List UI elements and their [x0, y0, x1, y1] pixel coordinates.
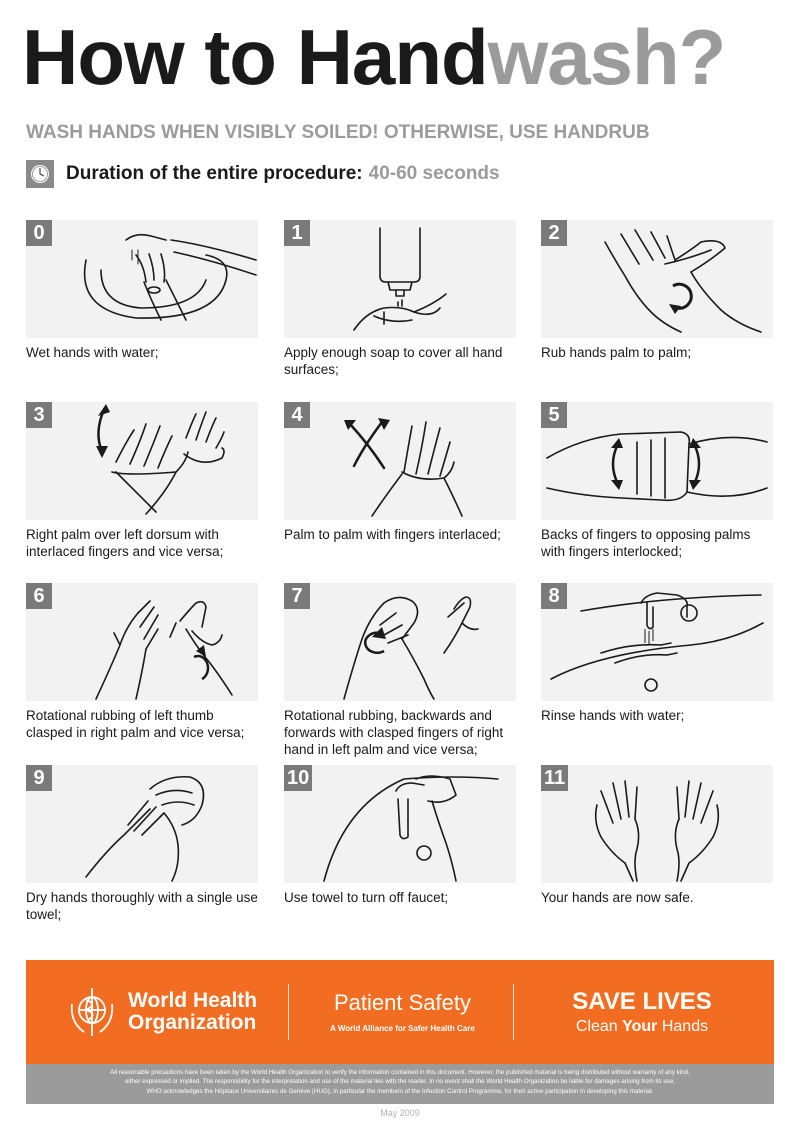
duration-row — [26, 160, 500, 188]
clock-icon — [26, 160, 54, 188]
step-description: Backs of fingers to opposing palms with fingers interlocked; — [541, 527, 751, 559]
step-number: 8 — [541, 583, 567, 609]
step-2-panel — [541, 220, 773, 338]
step-7-panel — [284, 583, 516, 701]
step-1-panel — [284, 220, 516, 338]
wet-hands-illustration — [26, 220, 258, 338]
step-8-panel — [541, 583, 773, 701]
step-3 — [26, 402, 258, 560]
clean-prefix: Clean — [575, 1018, 623, 1035]
step-3-panel — [26, 402, 258, 520]
save-lives-title: SAVE LIVES — [572, 988, 712, 1015]
step-description: Wet hands with water; — [26, 345, 159, 360]
patient-safety-logo — [320, 990, 485, 1033]
fingertip-rubbing-illustration — [284, 583, 516, 701]
step-description: Rotational rubbing, backwards and forwards with clasped fingers of right hand in left palm and vice versa; — [284, 708, 504, 757]
disclaimer — [26, 1064, 774, 1104]
thumb-rubbing-illustration — [26, 583, 258, 701]
clean-your: Your — [622, 1018, 658, 1035]
step-6-panel — [26, 583, 258, 701]
step-number: 0 — [26, 220, 52, 246]
disclaimer-line: either expressed or implied. The responsibility for the interpretation and use of the material lies with the reader. In no event shall the World Health Organization be liable for damages arising from its use. — [124, 1077, 676, 1085]
disclaimer-line: All reasonable precautions have been taken by the World Health Organization to verify the information contained in this document. However, the published material is being distributed without warranty of any kind, — [110, 1069, 690, 1076]
step-7 — [284, 583, 516, 758]
step-description: Dry hands thoroughly with a single use towel; — [26, 890, 258, 922]
fingers-interlaced-illustration — [284, 402, 516, 520]
step-4 — [284, 402, 516, 543]
who-logo — [64, 984, 257, 1040]
subtitle: WASH HANDS WHEN VISIBLY SOILED! OTHERWISE, USE HANDRUB — [26, 122, 650, 143]
step-11 — [541, 765, 773, 906]
step-number: 1 — [284, 220, 310, 246]
step-number: 3 — [26, 402, 52, 428]
step-description: Use towel to turn off faucet; — [284, 890, 449, 905]
patient-safety-title: Patient Safety — [334, 990, 471, 1015]
step-8 — [541, 583, 773, 724]
step-description: Rub hands palm to palm; — [541, 345, 692, 360]
step-description: Apply enough soap to cover all hand surfaces; — [284, 345, 503, 377]
step-number: 5 — [541, 402, 567, 428]
step-number: 10 — [284, 765, 312, 791]
step-description: Rinse hands with water; — [541, 708, 685, 723]
who-emblem-icon — [64, 984, 120, 1040]
title-dark-part: How to Hand — [22, 13, 488, 101]
step-4-panel — [284, 402, 516, 520]
duration-value: 40-60 seconds — [368, 163, 500, 184]
step-6 — [26, 583, 258, 741]
step-description: Your hands are now safe. — [541, 890, 694, 905]
disclaimer-line: WHO acknowledges the Hôpitaux Universitaires de Genève (HUG), in particular the members of the Infection Control Programme, for their active participation in developing this material. — [146, 1088, 654, 1095]
dry-hands-illustration — [26, 765, 258, 883]
who-name-line1: World Health — [128, 989, 258, 1012]
step-0-panel — [26, 220, 258, 338]
palm-over-dorsum-illustration — [26, 402, 258, 520]
step-number: 9 — [26, 765, 52, 791]
step-description: Right palm over left dorsum with interlaced fingers and vice versa; — [26, 527, 224, 559]
publication-date: May 2009 — [380, 1108, 420, 1118]
turn-off-faucet-illustration — [284, 765, 516, 883]
step-number: 7 — [284, 583, 310, 609]
step-description: Rotational rubbing of left thumb clasped in right palm and vice versa; — [26, 708, 245, 740]
palm-to-palm-illustration — [541, 220, 773, 338]
clean-hands-illustration — [541, 765, 773, 883]
step-5 — [541, 402, 773, 560]
step-number: 4 — [284, 402, 310, 428]
step-0 — [26, 220, 258, 361]
footer-divider — [288, 984, 289, 1040]
step-9-panel — [26, 765, 258, 883]
step-9 — [26, 765, 258, 923]
step-description: Palm to palm with fingers interlaced; — [284, 527, 501, 542]
backs-of-fingers-illustration — [541, 402, 773, 520]
clean-suffix: Hands — [657, 1018, 709, 1035]
step-5-panel — [541, 402, 773, 520]
duration-label: Duration of the entire procedure: — [66, 163, 363, 184]
step-2 — [541, 220, 773, 361]
footer-banner — [26, 960, 774, 1064]
step-1 — [284, 220, 516, 378]
title-grey-part: wash? — [487, 13, 726, 101]
step-11-panel — [541, 765, 773, 883]
page-title — [22, 13, 726, 101]
clean-your-hands-line — [540, 1018, 744, 1036]
who-name-line2: Organization — [128, 1011, 257, 1034]
step-number: 2 — [541, 220, 567, 246]
rinse-hands-illustration — [541, 583, 773, 701]
step-10 — [284, 765, 516, 906]
step-number: 6 — [26, 583, 52, 609]
soap-dispenser-illustration — [284, 220, 516, 338]
step-number: 11 — [541, 765, 568, 791]
patient-safety-subtitle: A World Alliance for Safer Health Care — [330, 1024, 475, 1033]
footer-divider — [513, 984, 514, 1040]
save-lives-slogan — [540, 988, 744, 1036]
step-10-panel — [284, 765, 516, 883]
